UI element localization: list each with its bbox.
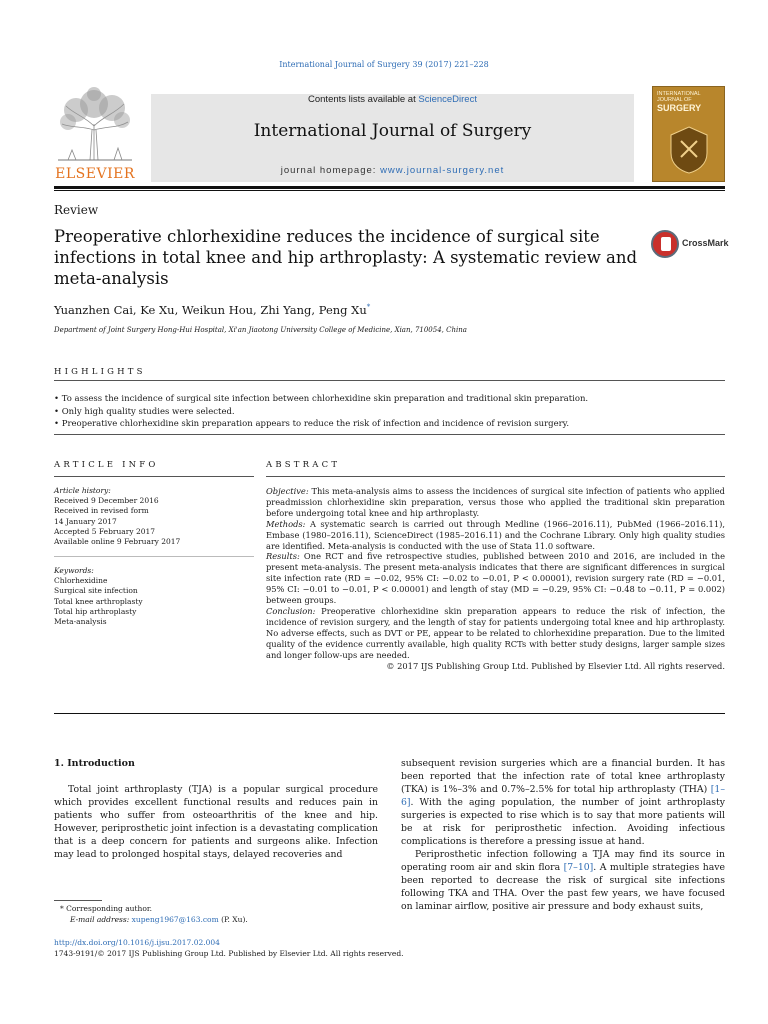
running-head[interactable]: International Journal of Surgery 39 (2017) 221–228 [279,60,489,69]
elsevier-tree-icon [54,86,136,162]
citation-link[interactable]: [1–6] [401,784,725,808]
keywords [54,566,254,627]
keyword: Total knee arthroplasty [54,596,143,606]
corresponding-note: * Corresponding author. [60,904,153,913]
highlights-rule-bottom [54,434,725,435]
homepage-prefix: journal homepage: [280,165,381,176]
email-label: E-mail address: [70,914,130,924]
conclusion-text: Preoperative chlorhexidine skin preparation appears to reduce the risk of infection, the incidence of revision surgery, and the length of stay for patients undergoing total knee and hip arthroplasty. No adverse effects, such as DVT or PE, appear to be related to chlorhexidine preparation. Due to the limited quality of the evidence currently available, high quality RCTs with better study designs, larger sample sizes and longer follow-ups are needed. [266,605,725,660]
body-column-right [401,757,725,913]
highlight-item: • To assess the incidence of surgical site infection between chlorhexidine skin preparation and traditional skin preparation. [54,394,589,404]
elsevier-logo[interactable] [54,86,136,182]
paragraph [401,757,725,848]
results-text: One RCT and five retrospective studies, published between 2010 and 2016, are included in the present meta-analysis. The present meta-analysis indicates that there are significant differences in surgical site infection rate (RD = −0.02, 95% CI: −0.02 to −0.01, P < 0.00001), revision surgery rate (RD = −0.01, 95% CI: −0.01 to −0.01, P < 0.00001) and length of stay (MD = −0.29, 95% CI: −0.48 to −0.11, P = 0.002) between groups. [266,551,725,606]
corresponding-author-mark[interactable]: * [366,303,371,312]
abstract-rule [266,476,725,477]
contents-line [151,94,634,105]
abstract-body [266,486,725,671]
email-link[interactable]: xupeng1967@163.com [131,914,219,924]
abstract-heading: ABSTRACT [266,460,341,470]
objective-text: This meta-analysis aims to assess the incidences of surgical site infection of patients who applied preadmission chlorhexidine skin preparation, versus those who applied the traditional skin preparation before undergoing total knee and hip arthroplasty. [266,486,725,518]
homepage-link[interactable]: www.journal-surgery.net [380,165,505,176]
history-line: 14 January 2017 [54,516,117,526]
paragraph-text: Periprosthetic infection following a TJA may find its source in operating room air and skin flora [401,849,725,873]
abstract-copyright: © 2017 IJS Publishing Group Ltd. Published by Elsevier Ltd. All rights reserved. [386,660,725,671]
doi-link[interactable]: http://dx.doi.org/10.1016/j.ijsu.2017.02.004 [54,938,220,947]
history-line: Available online 9 February 2017 [54,537,181,547]
sciencedirect-link[interactable]: ScienceDirect [418,94,477,105]
methods-label: Methods: [266,518,306,529]
keyword: Meta-analysis [54,617,107,627]
front-matter-rule [54,713,725,714]
keywords-label: Keywords: [54,566,94,575]
footnote [54,904,378,925]
affiliation: Department of Joint Surgery Hong-Hui Hospital, Xi'an Jiaotong University College of Medicine, Xian, 710054, China [54,326,467,334]
methods-text: A systematic search is carried out through Medline (1966–2016.11), PubMed (1966–2016.11), Embase (1980–2016.11), ScienceDirect (1985–2016.11) and the Cochrane Library. Only high quality studies are identified. Meta-analysis is conducted with the use of Stata 11.0 software. [266,518,725,551]
body-column-left [54,783,378,861]
masthead-rule-thin [54,190,725,191]
history-line: Received 9 December 2016 [54,496,159,506]
keywords-rule [54,556,254,557]
author-list [54,303,370,317]
keyword: Surgical site infection [54,586,138,596]
history-line: Accepted 5 February 2017 [54,526,156,536]
abstract-conclusion [266,606,725,661]
section-heading-introduction: 1. Introduction [54,758,135,769]
homepage-line [151,165,634,176]
footnote-rule [54,900,102,901]
publisher-wordmark: ELSEVIER [55,166,135,182]
masthead-rule-thick [54,186,725,189]
authors-text: Yuanzhen Cai, Ke Xu, Weikun Hou, Zhi Yang, Peng Xu [54,303,367,317]
conclusion-label: Conclusion: [266,605,316,616]
cover-title [657,91,720,117]
cover-big-text: SURGERY [657,103,702,113]
paragraph-text: . A multiple strategies have been reported to decrease the risk of surgical site infections following TKA and THA. Over the past few years, we have focused on laminar airflow, positive air pressure and body exhaust suits, [401,862,725,912]
cover-small-text: INTERNATIONAL JOURNAL OF [657,91,701,103]
paragraph-text: . With the aging population, the number of joint arthroplasty surgeries is expected to rise which is to say that more patients will be at risk for periprosthetic infection. Avoiding infectious complications is therefore a pressing issue at hand. [401,797,725,847]
highlight-text: To assess the incidence of surgical site infection between chlorhexidine skin preparation and traditional skin preparation. [61,394,589,404]
paragraph: Total joint arthroplasty (TJA) is a popular surgical procedure which provides excellent functional results and reduces pain in patients who suffer from osteoarthritis of the knee and hip. However, periprosthetic joint infection is a devastating complication that is a deep concern for patients and surgeons alike. Infection may lead to prolonged hospital stays, delayed recoveries and [54,784,378,860]
highlight-text: Only high quality studies were selected. [61,406,235,417]
article-type: Review [54,203,99,217]
highlight-item: • Preoperative chlorhexidine skin preparation appears to reduce the risk of infection and incidence of revision surgery. [54,419,570,429]
keyword: Total hip arthroplasty [54,606,137,616]
abstract-results [266,551,725,606]
highlight-item: • Only high quality studies were selected. [54,406,235,417]
email-suffix: (P. Xu). [218,914,248,924]
history-line: Received in revised form [54,506,149,516]
abstract-methods [266,519,725,552]
abstract-objective [266,486,725,519]
journal-title: International Journal of Surgery [253,121,532,141]
crossmark-icon [651,230,679,258]
highlight-text: Preoperative chlorhexidine skin preparation appears to reduce the risk of infection and incidence of revision surgery. [61,419,570,429]
issn-line: 1743-9191/© 2017 IJS Publishing Group Ltd. Published by Elsevier Ltd. All rights reserved. [54,948,404,958]
crossmark-badge[interactable] [651,230,731,260]
keyword: Chlorhexidine [54,576,108,586]
journal-cover-image[interactable] [652,86,725,182]
objective-label: Objective: [266,486,309,496]
email-line [54,915,378,926]
history-label: Article history: [54,486,111,495]
crossmark-label: CrossMark [682,238,729,248]
citation-link[interactable]: [7–10] [563,862,594,873]
cover-emblem-icon [667,125,711,175]
paragraph [401,848,725,913]
article-info-heading: ARTICLE INFO [54,460,159,470]
paragraph-text: subsequent revision surgeries which are a financial burden. It has been reported that the infection rate of total knee arthroplasty (TKA) is 1%–3% and 0.7%–2.5% for total hip arthroplasty (THA) [401,758,725,795]
article-history [54,486,254,547]
article-title: Preoperative chlorhexidine reduces the incidence of surgical site infections in total knee and hip arthroplasty: A systematic review and meta-analysis [54,227,638,288]
journal-masthead [151,94,634,182]
highlights-rule-top [54,380,725,381]
article-info-rule [54,476,254,477]
highlights-list [54,393,725,431]
doi-block [54,938,404,959]
contents-prefix: Contents lists available at [308,94,419,105]
results-label: Results: [266,551,300,562]
highlights-heading: HIGHLIGHTS [54,367,146,377]
